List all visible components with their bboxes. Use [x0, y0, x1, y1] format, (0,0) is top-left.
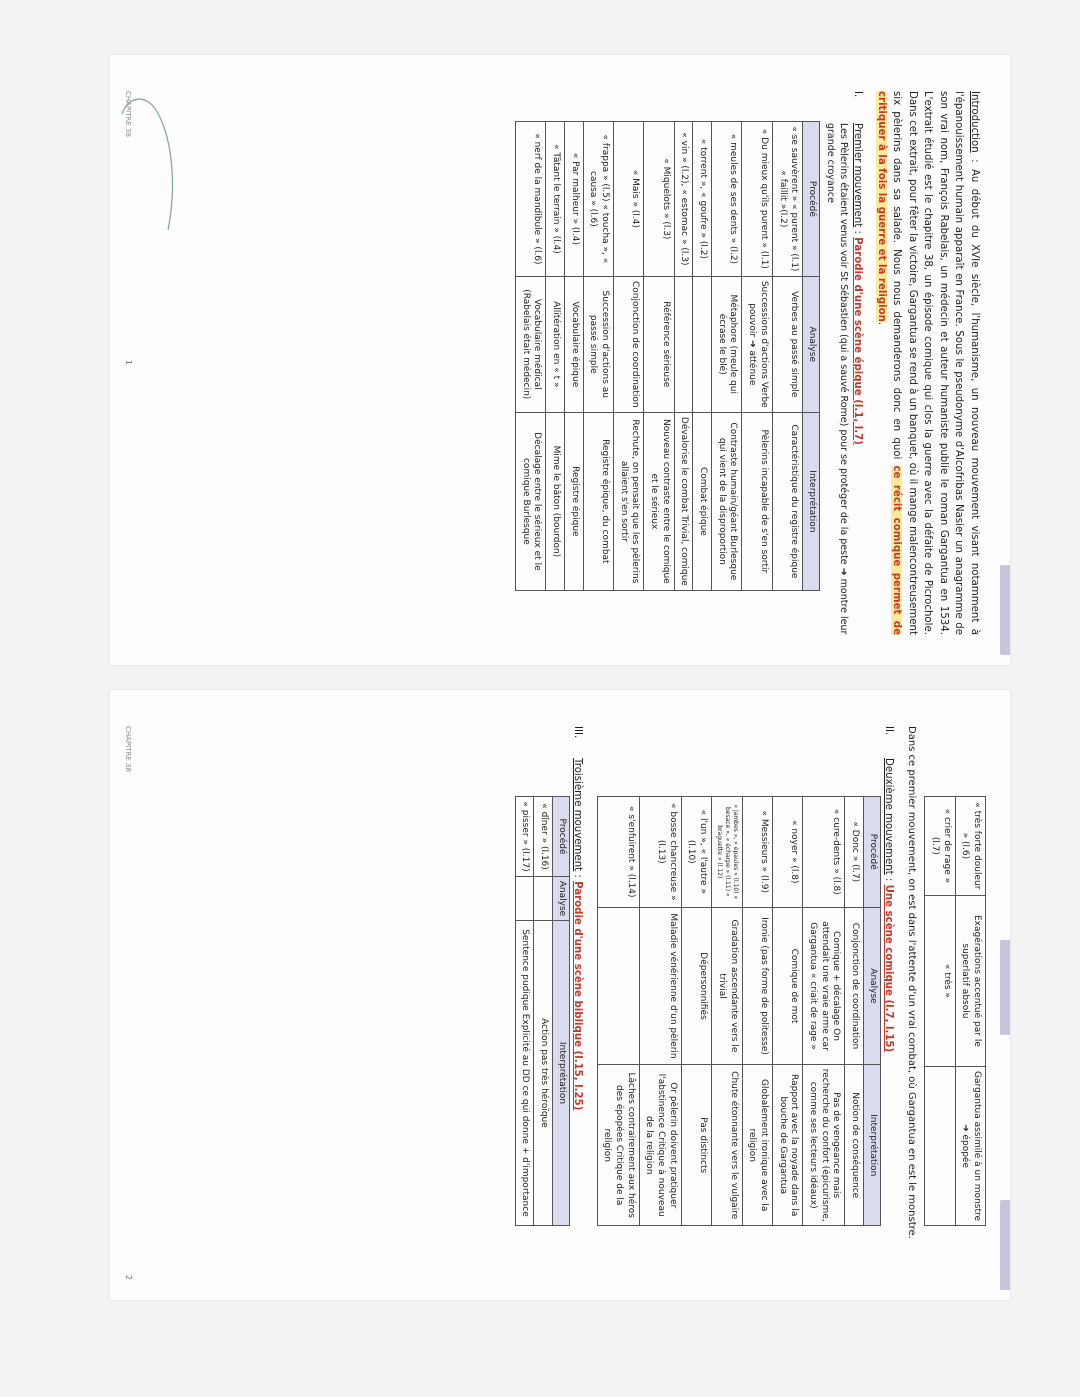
table-header: Procédé: [552, 797, 569, 877]
section-2-red-title: Une scène comique (l.7, l.15): [882, 884, 894, 1053]
table-cell: « très forte douleur » (l.6): [955, 797, 985, 896]
page-2-mid-tab: [1000, 940, 1010, 1035]
page-2-footer: CHAPITRE 38: [124, 726, 132, 772]
table-cell: « s'enfuirent » (l.14): [597, 797, 639, 908]
table-cell: Notion de conséquence: [845, 1065, 864, 1226]
table-cell: Dévalorise le combat Trivial, comique: [674, 412, 693, 590]
table-cell: Conjonction de coordination: [613, 276, 643, 412]
table-row: [803, 797, 845, 1226]
introduction-text: : Au début du XVIe siècle, l'humanisme, un nouveau mouvement visant notamment à l'épanouissement humain apparaît en France. Sous le pseudonyme d'Alcofribas Nasier un anagramme de son vrai nom, François Rabelais, un médecin et auteur humaniste publie le roman Gargantua en 1534. L'extrait étudié est le chapitre 38, un épisode comique qui clos la guerre avec la défaite de Picrochole. Dans cet extrait, pour fêter la victoire, Gargantua se rend à un banquet, où il mange malencontreusement six pèlerins dans sa salade. Nous nous demanderons donc en quoi: [891, 91, 980, 635]
table-cell: « Miquelots » (l.3): [644, 122, 674, 277]
table-row: [772, 122, 802, 591]
page-2: [110, 690, 1010, 1300]
table-row: [712, 122, 742, 591]
table-cell: « Messieurs » (l.9): [742, 797, 772, 908]
table-cell: « cure-dents » (l.8): [803, 797, 845, 908]
table-cell: « Tâtant le terrain » (l.4): [546, 122, 565, 277]
table-cell: Exagérations accentué par le superlatif absolu: [955, 895, 985, 1066]
table-cell: Allitération en « t »: [546, 276, 565, 412]
table-row: [644, 122, 674, 591]
table-cell: Globalement ironique avec la religion: [742, 1065, 772, 1226]
table-row: [772, 797, 802, 1226]
table-cell: Maladie vénérienne d'un pèlerin: [639, 907, 681, 1065]
table-cell: « Donc » (l.7): [845, 797, 864, 908]
table-row: [742, 122, 772, 591]
table-row: [515, 122, 545, 591]
table-cell: [925, 1067, 955, 1226]
table-cell: Chute étonnante vers le vulgaire: [712, 1065, 742, 1226]
table-cell: « l'un », « l'autre » (l.10): [681, 797, 711, 908]
table-cell: Pas distincts: [681, 1065, 711, 1226]
page-1: [110, 55, 1010, 665]
table-cell: Décalage entre le sérieux et le comique Burlesque: [515, 412, 545, 590]
table-cell: Verbes au passé simple: [772, 276, 802, 412]
table-cell: Vocabulaire épique: [564, 276, 583, 412]
table-row: [955, 797, 985, 1226]
table-cell: Action pas très héroïque: [534, 920, 553, 1225]
table-cell: [515, 877, 534, 921]
table-cell: Nouveau contraste entre le comique et le sérieux: [644, 412, 674, 590]
table-header: Interprétation: [552, 920, 569, 1225]
table-cell: Gargantua assimilé à un monstre ➜ épopée: [955, 1067, 985, 1226]
section-3-table: [515, 796, 570, 1226]
table-cell: Vocabulaire médical (Rabelais était médecin): [515, 276, 545, 412]
introduction-paragraph: [874, 91, 983, 635]
table-cell: Gradation ascendante vers le trivial: [712, 907, 742, 1065]
section-2-title: Deuxième mouvement: [882, 758, 894, 875]
table-cell: Référence sérieuse: [644, 276, 674, 412]
table-row: [583, 122, 613, 591]
table-cell: « nerf de la mandibule » (l.6): [515, 122, 545, 277]
table-cell: « Du mieux qu'ils purent » (l.1): [742, 122, 772, 277]
section-3-heading: [572, 726, 583, 1270]
table-cell: « très »: [925, 895, 955, 1066]
table-cell: [674, 276, 693, 412]
page-2-number: 2: [124, 1274, 133, 1280]
table-cell: Comique de mot: [772, 907, 802, 1065]
table-cell: Successions d'actions Verbe pouvoir ➜ atténue: [742, 276, 772, 412]
table-row: [564, 122, 583, 591]
table-cell: « bosse chancreuse » (l.13): [639, 797, 681, 908]
table-cell: [534, 877, 553, 921]
table-cell: « vin » (l.2), « estomac » (l.3): [674, 122, 693, 277]
table-cell: « meules de ses dents » (l.2): [712, 122, 742, 277]
table-cell: « pisser » (l.17): [515, 797, 534, 877]
table-cell: Caractéristique du registre épique: [772, 412, 802, 590]
table-cell: Métaphore (meule qui écrase le blé): [712, 276, 742, 412]
section-1-sep: :: [852, 227, 864, 238]
table-cell: Rechute, on pensait que les pèlerins allaient s'en sortir: [613, 412, 643, 590]
table-header: Interprétation: [864, 1065, 881, 1226]
page-2-corner-tab: [1000, 1200, 1010, 1290]
table-cell: Registre épique, du combat: [583, 412, 613, 590]
table-row: [546, 122, 565, 591]
table-cell: Contraste humain/géant Burlesque qui vient de la disproportion: [712, 412, 742, 590]
section-1-number: I.: [852, 91, 864, 98]
table-row: [674, 122, 693, 591]
table-cell: Ironie (pas forme de politesse): [742, 907, 772, 1065]
table-header: Analyse: [864, 907, 881, 1065]
section-1-table: [515, 121, 820, 591]
section-3-number: III.: [571, 726, 583, 739]
table-cell: « torrent », « goufre » (l.2): [693, 122, 712, 277]
table-cell: « Par malheur » (l.4): [564, 122, 583, 277]
table-row: [925, 797, 955, 1226]
table-cell: Mime le bâton (bourdon): [546, 412, 565, 590]
section-2-table: [597, 796, 881, 1226]
page-1-number: 1: [124, 359, 133, 365]
table-header: Interprétation: [803, 412, 820, 590]
section-2-sep: :: [882, 874, 894, 885]
table-cell: « crier de rage » (l.7): [925, 797, 955, 896]
table-row: [693, 122, 712, 591]
table-header: Analyse: [552, 877, 569, 921]
table-cell: Comique + décalage On attendait une vraie arme car Gargantua « criait de rage »: [803, 907, 845, 1065]
table-cell: Pas de vengeance mais recherche du confort (épicurisme, comme ses lecteurs idéaux): [803, 1065, 845, 1226]
table-cell: [597, 907, 639, 1065]
table-cell: « noyer » (l.8): [772, 797, 802, 908]
table-cell: Sentence pudique Explicité au DD ce qui donne + d'importance: [515, 920, 534, 1225]
introduction-end: .: [876, 321, 887, 326]
table-cell: Pèlerins incapable de s'en sortir: [742, 412, 772, 590]
section-1-heading: [853, 91, 864, 635]
table-row: [515, 797, 534, 1226]
section-2-number: II.: [882, 726, 894, 736]
table-cell: « dîner » (l.16): [534, 797, 553, 877]
table-cell: Or pèlerin doivent pratiquer l'abstinence Critique à nouveau de la religion: [639, 1065, 681, 1226]
table-cell: « jambes », « épaules » (l.10) « besace », « écharpe » (l.11) « braguette » (l.12): [712, 797, 742, 908]
table-row: [681, 797, 711, 1226]
continued-table: [924, 796, 986, 1226]
table-row: [597, 797, 639, 1226]
table-cell: Combat épique: [693, 412, 712, 590]
table-header: Procédé: [803, 122, 820, 277]
introduction-label: Introduction: [969, 91, 980, 153]
table-cell: Lâches contrairement aux héros des épopées Critique de la religion: [597, 1065, 639, 1226]
table-row: [639, 797, 681, 1226]
table-cell: Succession d'actions au passé simple: [583, 276, 613, 412]
page-1-corner-tab: [1000, 565, 1010, 655]
section-3-title: Troisième mouvement: [571, 758, 583, 872]
table-cell: « frappa » (l.5) « toucha », « causa » (l.6): [583, 122, 613, 277]
table-cell: « se sauvèrent » « purent » (l.1) « faillit »(l.2): [772, 122, 802, 277]
table-cell: Rapport avec la noyade dans la bouche de Gargantua: [772, 1065, 802, 1226]
table-row: [613, 122, 643, 591]
table-cell: « Mais » (l.4): [613, 122, 643, 277]
section-2-heading: [883, 726, 894, 1270]
table-row: [534, 797, 553, 1226]
table-row: [845, 797, 864, 1226]
table-header: Analyse: [803, 276, 820, 412]
section-1-title: Premier mouvement: [852, 123, 864, 228]
table-row: [742, 797, 772, 1226]
table-header: Procédé: [864, 797, 881, 908]
table-cell: [693, 276, 712, 412]
transition-text: Dans ce premier mouvement, on est dans l'attente d'un vrai combat, où Gargantua en est le monstre.: [906, 726, 918, 1239]
section-1-red-title: Parodie d'une scène épique (l.1, l.7): [852, 237, 864, 445]
section-3-red-title: Parodie d'une scène biblique (l.15, l.25): [571, 881, 583, 1111]
table-cell: Conjonction de coordination: [845, 907, 864, 1065]
pencil-mark-icon: [112, 80, 182, 240]
problem-question: ce récit comique permet de critiquer à la fois la guerre et la religion: [876, 91, 903, 635]
section-3-sep: :: [571, 871, 583, 882]
table-cell: Registre épique: [564, 412, 583, 590]
section-1-subtitle: Les Pèlerins étaient venus voir St Sébastien (qui a sauvé Rome) pour se protéger de la peste ➜ montre leur grande croyance: [825, 123, 850, 635]
table-row: [712, 797, 742, 1226]
page-1-footer: CHAPITRE 38: [124, 91, 132, 137]
table-cell: Dépersonnifiés: [681, 907, 711, 1065]
